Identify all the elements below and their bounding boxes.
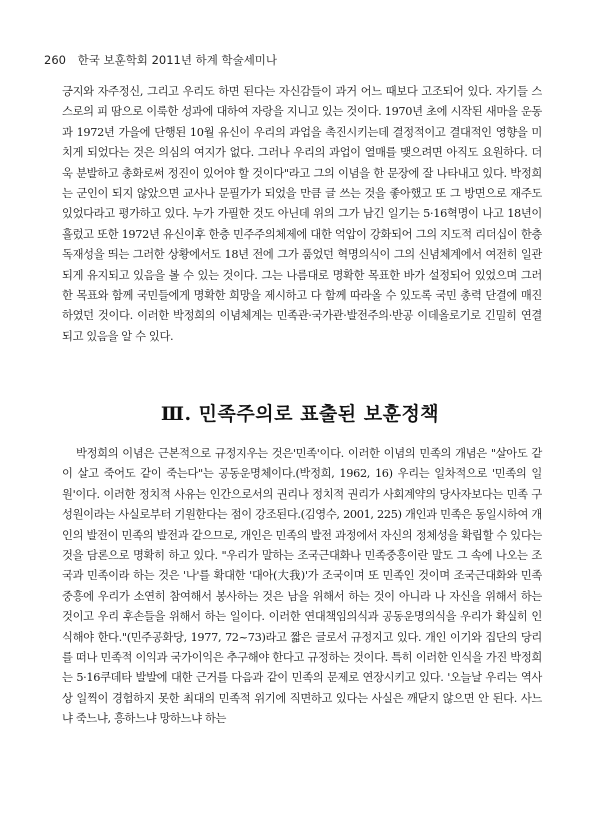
- intro-paragraph: 긍지와 자주정신, 그리고 우리도 하면 된다는 자신감들이 과거 어느 때보다 고조되어 있다. 자기들 스스로의 피 땀으로 이룩한 성과에 대하여 자랑을 지니고 있는 것이다. 1970년 초에 시작된 새마을 운동과 1972년 가을에 단행된 10월 유신이 우리의 과업을 촉진시키는데 결정적이고 결대적인 영향을 미치게 되었다는 것은 의심의 여지가 없다. 그러나 우리의 과업이 열매를 맺으려면 아직도 요원하다. 더욱 분발하고 총화로써 정진이 있어야 할 것이다"라고 그의 이념을 한 문장에 잘 나타내고 있다. 박정희는 군인이 되지 않았으면 교사나 문필가가 되었을 만큼 글 쓰는 것을 좋아했고 또 그 방면으로 재주도 있었다라고 평가하고 있다. 누가 가필한 것도 아닌데 위의 그가 남긴 일기는 5·16혁명이 나고 18년이 흘렀고 또한 1972년 유신이후 한층 민주주의체제에 대한 억압이 강화되어 그의 지도적 리더십이 한층 독재성을 띄는 그러한 상황에서도 18년 전에 그가 품었던 혁명의식이 그의 신념체계에서 여전히 일관되게 유지되고 있음을 볼 수 있는 것이다. 그는 나름대로 명확한 목표한 바가 설정되어 있었으며 그러한 목표와 함께 국민들에게 명확한 희망을 제시하고 다 함께 따라올 수 있도록 국민 총력 단결에 매진하였던 것이다. 이러한 박정희의 이념체계는 민족관·국가관·발전주의·반공 이데올로기로 긴밀히 연결되고 있음을 알 수 있다.: [62, 85, 542, 343]
- intro-block: [62, 82, 542, 347]
- running-title: 한국 보훈학회 2011년 하계 학술세미나: [77, 53, 278, 67]
- page-number: 260: [44, 53, 66, 67]
- section-title: Ⅲ. 민족주의로 표출된 보훈정책: [160, 403, 440, 425]
- section-paragraph: 박정희의 이념은 근본적으로 규정지우는 것은'민족'이다. 이러한 이념의 민족의 개념은 "살아도 같이 살고 죽어도 같이 죽는다"는 공동운명체이다.(박정희, 1962, 16) 우리는 일차적으로 '민족의 일원'이다. 이러한 정치적 사유는 인간으로서의 권리나 정치적 권리가 사회계약의 당사자보다는 민족 구성원이라는 사실로부터 기원한다는 점이 강조된다.(김영수, 2001, 225) 개인과 민족은 동일시하여 개인의 발전이 민족의 발전과 같으므로, 개인은 민족의 발전 과정에서 자신의 정체성을 확립할 수 있다는 것을 담론으로 명확히 하고 있다. "우리가 말하는 조국근대화나 민족중흥이란 말도 그 속에 나오는 조국과 민족이라 하는 것은 '나'를 확대한 '대아(大我)'가 조국이며 또 민족인 것이며 조국근대화와 민족중흥에 우리가 소연히 참여해서 봉사하는 것은 남을 위해서 하는 것이 아니라 나 자신을 위해서 하는 것이고 우리 후손들을 위해서 하는 일이다. 이러한 연대책임의식과 공동운명의식을 우리가 확실히 인식해야 한다."(민주공화당, 1977, 72~73)라고 짧은 글로서 규정지고 있다. 개인 이기와 집단의 당리를 떠나 민족적 이익과 국가이익은 추구해야 한다고 규정하는 것이다. 특히 이러한 인식을 가진 박정희는 5·16쿠데타 발발에 대한 근거를 다음과 같이 민족의 문제로 연장시키고 있다. '오늘날 우리는 역사상 일찍이 경험하지 못한 최대의 민족적 위기에 직면하고 있다는 사실은 깨닫지 않으면 안 된다. 사느냐 죽느냐, 흥하느냐 망하느냐 하는: [62, 447, 542, 726]
- section-body: [62, 444, 542, 730]
- running-header: [44, 52, 556, 68]
